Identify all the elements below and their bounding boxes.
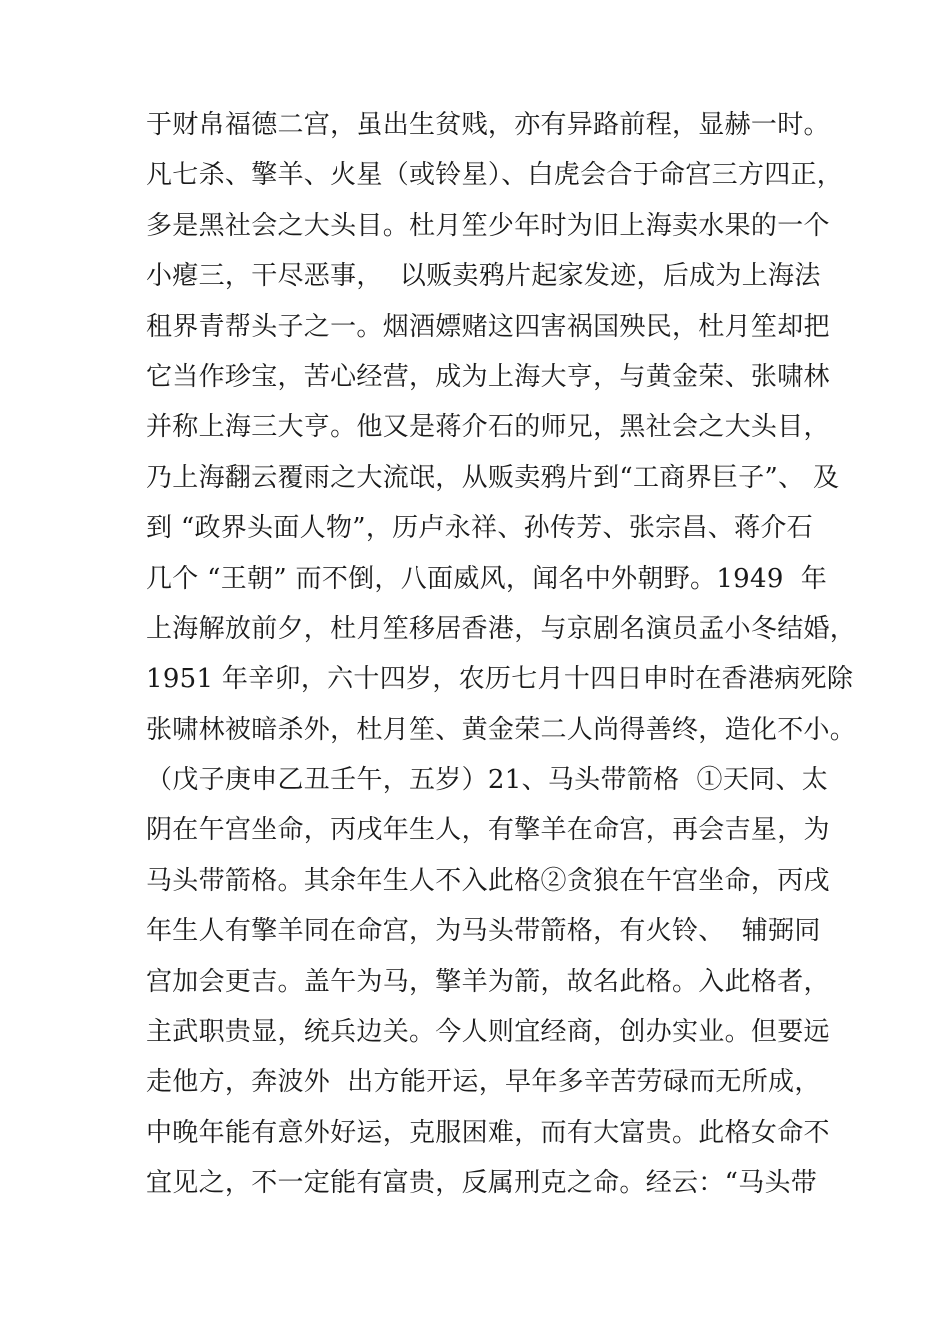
text-line: 并称上海三大亨。他又是蒋介石的师兄，黑社会之大头目， bbox=[146, 412, 830, 443]
text-line: 年生人有擎羊同在命宫，为马头带箭格，有火铃、 辅弼同 bbox=[146, 916, 821, 947]
text-line: 主武职贵显，统兵边关。今人则宜经商，创办实业。但要远 bbox=[146, 1017, 830, 1048]
text-line: 宫加会更吉。盖午为马，擎羊为箭，故名此格。入此格者， bbox=[146, 966, 830, 997]
text-line: 阴在午宫坐命，丙戌年生人，有擎羊在命宫，再会吉星，为 bbox=[146, 815, 830, 846]
text-line: 几个 “王朝” 而不倒，八面威风，闻名中外朝野。1949 年 bbox=[146, 563, 828, 594]
text-line: 租界青帮头子之一。烟酒嫖赌这四害祸国殃民，杜月笙却把 bbox=[146, 311, 830, 342]
text-line: 宜见之，不一定能有富贵，反属刑克之命。经云：“马头带 bbox=[146, 1168, 818, 1199]
text-line: 凡七杀、擎羊、火星（或铃星）、白虎会合于命宫三方四正， bbox=[146, 160, 844, 191]
text-line: （戊子庚申乙丑壬午，五岁）21、马头带箭格 ①天同、太 bbox=[146, 765, 829, 796]
text-line: 马头带箭格。其余年生人不入此格②贪狼在午宫坐命，丙戌 bbox=[146, 865, 830, 896]
text-line: 小瘪三，干尽恶事， 以贩卖鸦片起家发迹，后成为上海法 bbox=[146, 261, 821, 292]
text-line: 多是黑社会之大头目。杜月笙少年时为旧上海卖水果的一个 bbox=[146, 210, 830, 241]
text-line: 于财帛福德二宫，虽出生贫贱，亦有异路前程，显赫一时。 bbox=[146, 110, 830, 140]
text-line: 张啸林被暗杀外，杜月笙、黄金荣二人尚得善终，造化不小。 bbox=[146, 714, 857, 745]
text-line: 它当作珍宝，苦心经营，成为上海大亨，与黄金荣、张啸林 bbox=[146, 361, 830, 392]
text-line: 1951 年辛卯，六十四岁，农历七月十四日申时在香港病死除 bbox=[146, 664, 854, 695]
text-line: 中晚年能有意外好运，克服困难，而有大富贵。此格女命不 bbox=[146, 1117, 830, 1148]
text-line: 上海解放前夕，杜月笙移居香港，与京剧名演员孟小冬结婚， bbox=[146, 613, 857, 644]
body-text bbox=[146, 100, 857, 1209]
text-line: 乃上海翻云覆雨之大流氓，从贩卖鸦片到“工商界巨子”、 及 bbox=[146, 462, 840, 493]
text-line: 走他方，奔波外 出方能开运，早年多辛苦劳碌而无所成， bbox=[146, 1067, 821, 1098]
text-line: 到 “政界头面人物”，历卢永祥、孙传芳、张宗昌、蒋介石 bbox=[146, 513, 813, 544]
